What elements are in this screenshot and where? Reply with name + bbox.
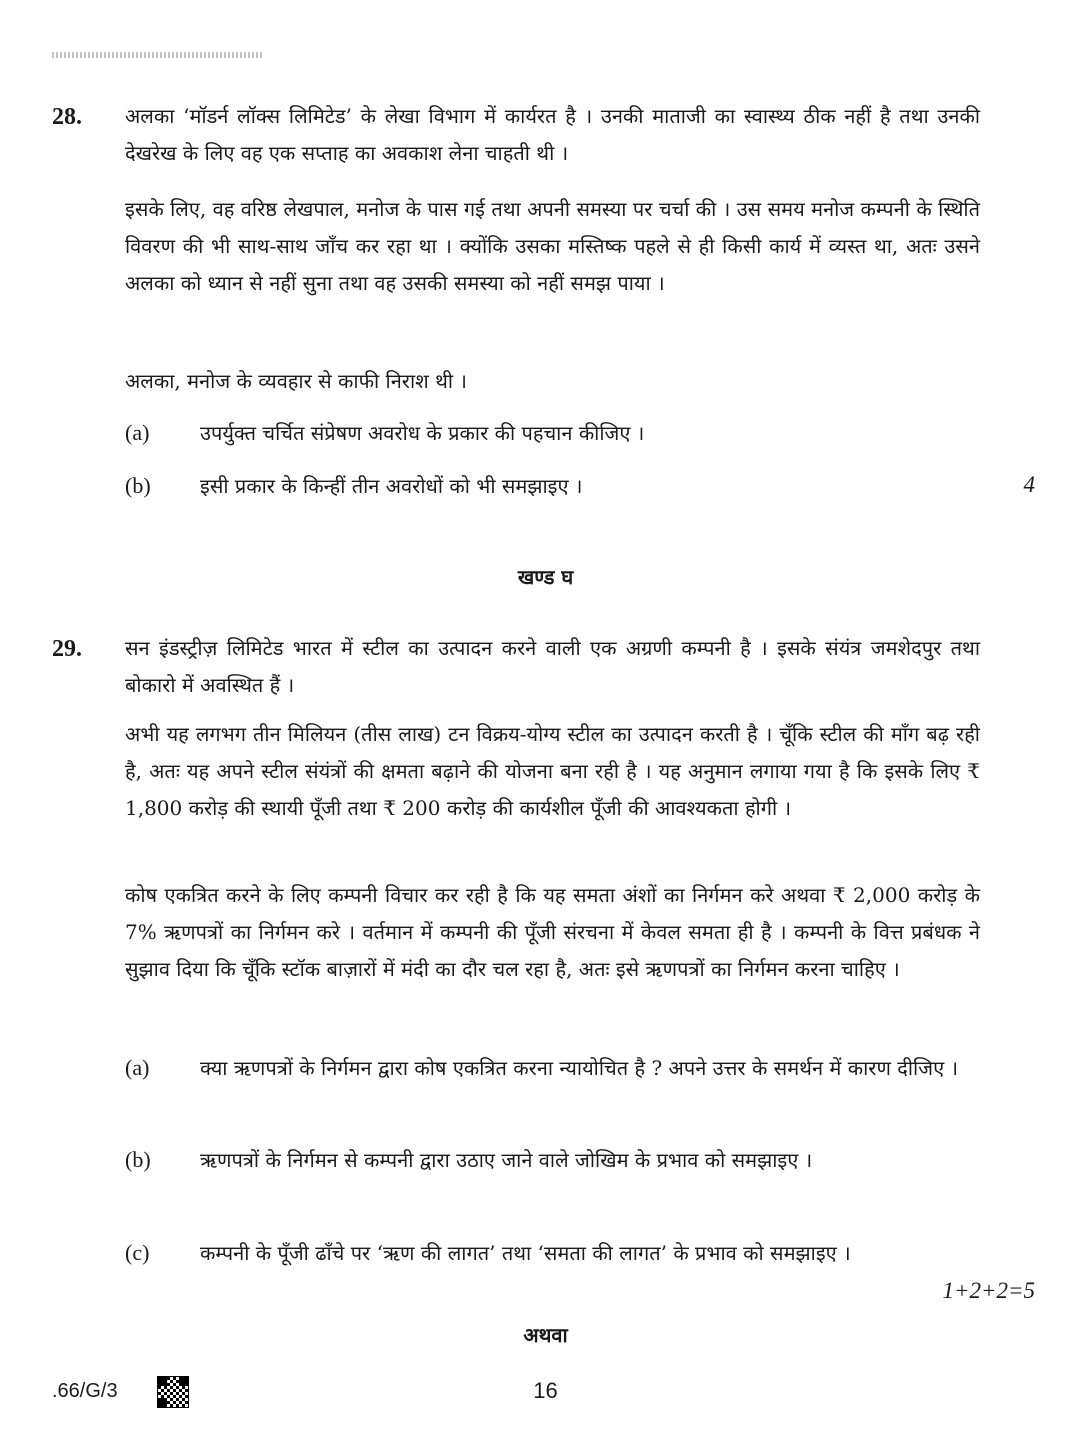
question-28-part-b-label: (b) xyxy=(125,473,151,498)
question-29-para-2: अभी यह लगभग तीन मिलियन (तीस लाख) टन विक्रय-योग्य स्टील का उत्पादन करती है । चूँकि स्टील की माँग बढ़ रही है, अतः यह अपने स्टील संयंत्रों की क्षमता बढ़ाने की योजना बना रही है । यह अनुमान लगाया गया है कि इसके लिए ₹ 1,800 करोड़ की स्थायी पूँजी तथा ₹ 200 करोड़ की कार्यशील पूँजी की आवश्यकता होगी । xyxy=(125,722,980,820)
question-28-para-3: अलका, मनोज के व्यवहार से काफी निराश थी । xyxy=(125,369,468,393)
question-28-number: 28. xyxy=(52,104,82,130)
question-29-marks: 1+2+2=5 xyxy=(942,1278,1035,1303)
watermark-strip xyxy=(52,52,262,58)
question-29-part-a-text: क्या ऋणपत्रों के निर्गमन द्वारा कोष एकत्रित करना न्यायोचित है ? अपने उत्तर के समर्थन में कारण दीजिए । xyxy=(200,1056,959,1080)
question-28-para-1: अलका ‘मॉडर्न लॉक्स लिमिटेड’ के लेखा विभाग में कार्यरत है । उनकी माताजी का स्वास्थ्य ठीक नहीं है तथा उनकी देखरेख के लिए वह एक सप्ताह का अवकाश लेना चाहती थी । xyxy=(125,104,980,165)
question-28-part-a-text: उपर्युक्त चर्चित संप्रेषण अवरोध के प्रकार की पहचान कीजिए । xyxy=(200,421,645,445)
question-29-para-3: कोष एकत्रित करने के लिए कम्पनी विचार कर रही है कि यह समता अंशों का निर्गमन करे अथवा ₹ 2,000 करोड़ के 7% ऋणपत्रों का निर्गमन करे । वर्तमान में कम्पनी की पूँजी संरचना में केवल समता ही है । कम्पनी के वित्त प्रबंधक ने सुझाव दिया कि चूँकि स्टॉक बाज़ारों में मंदी का दौर चल रहा है, अतः इसे ऋणपत्रों का निर्गमन करना चाहिए । xyxy=(125,883,980,981)
question-28-marks: 4 xyxy=(1023,472,1035,497)
question-29-part-b-label: (b) xyxy=(125,1147,151,1172)
question-29-number: 29. xyxy=(52,636,82,662)
question-29-part-b-text: ऋणपत्रों के निर्गमन से कम्पनी द्वारा उठाए जाने वाले जोखिम के प्रभाव को समझाइए । xyxy=(200,1148,813,1172)
question-29-para-1: सन इंडस्ट्रीज़ लिमिटेड भारत में स्टील का उत्पादन करने वाली एक अग्रणी कम्पनी है । इसके संयंत्र जमशेदपुर तथा बोकारो में अवस्थित हैं । xyxy=(125,636,980,697)
question-28-para-2: इसके लिए, वह वरिष्ठ लेखपाल, मनोज के पास गई तथा अपनी समस्या पर चर्चा की । उस समय मनोज कम्पनी के स्थिति विवरण की भी साथ-साथ जाँच कर रहा था । क्योंकि उसका मस्तिष्क पहले से ही किसी कार्य में व्यस्त था, अतः उसने अलका को ध्यान से नहीं सुना तथा वह उसकी समस्या को नहीं समझ पाया । xyxy=(125,197,980,295)
question-29-part-c-label: (c) xyxy=(125,1240,150,1265)
question-29-part-c-text: कम्पनी के पूँजी ढाँचे पर ‘ऋण की लागत’ तथा ‘समता की लागत’ के प्रभाव को समझाइए । xyxy=(200,1241,851,1265)
question-28-part-a-label: (a) xyxy=(125,420,150,445)
page-number: 16 xyxy=(533,1378,558,1403)
section-heading: खण्ड घ xyxy=(517,565,574,589)
question-28-part-b-text: इसी प्रकार के किन्हीं तीन अवरोधों को भी समझाइए । xyxy=(200,474,583,498)
or-heading: अथवा xyxy=(523,1323,568,1347)
question-29-part-a-label: (a) xyxy=(125,1055,150,1080)
paper-code: .66/G/3 xyxy=(52,1380,118,1402)
